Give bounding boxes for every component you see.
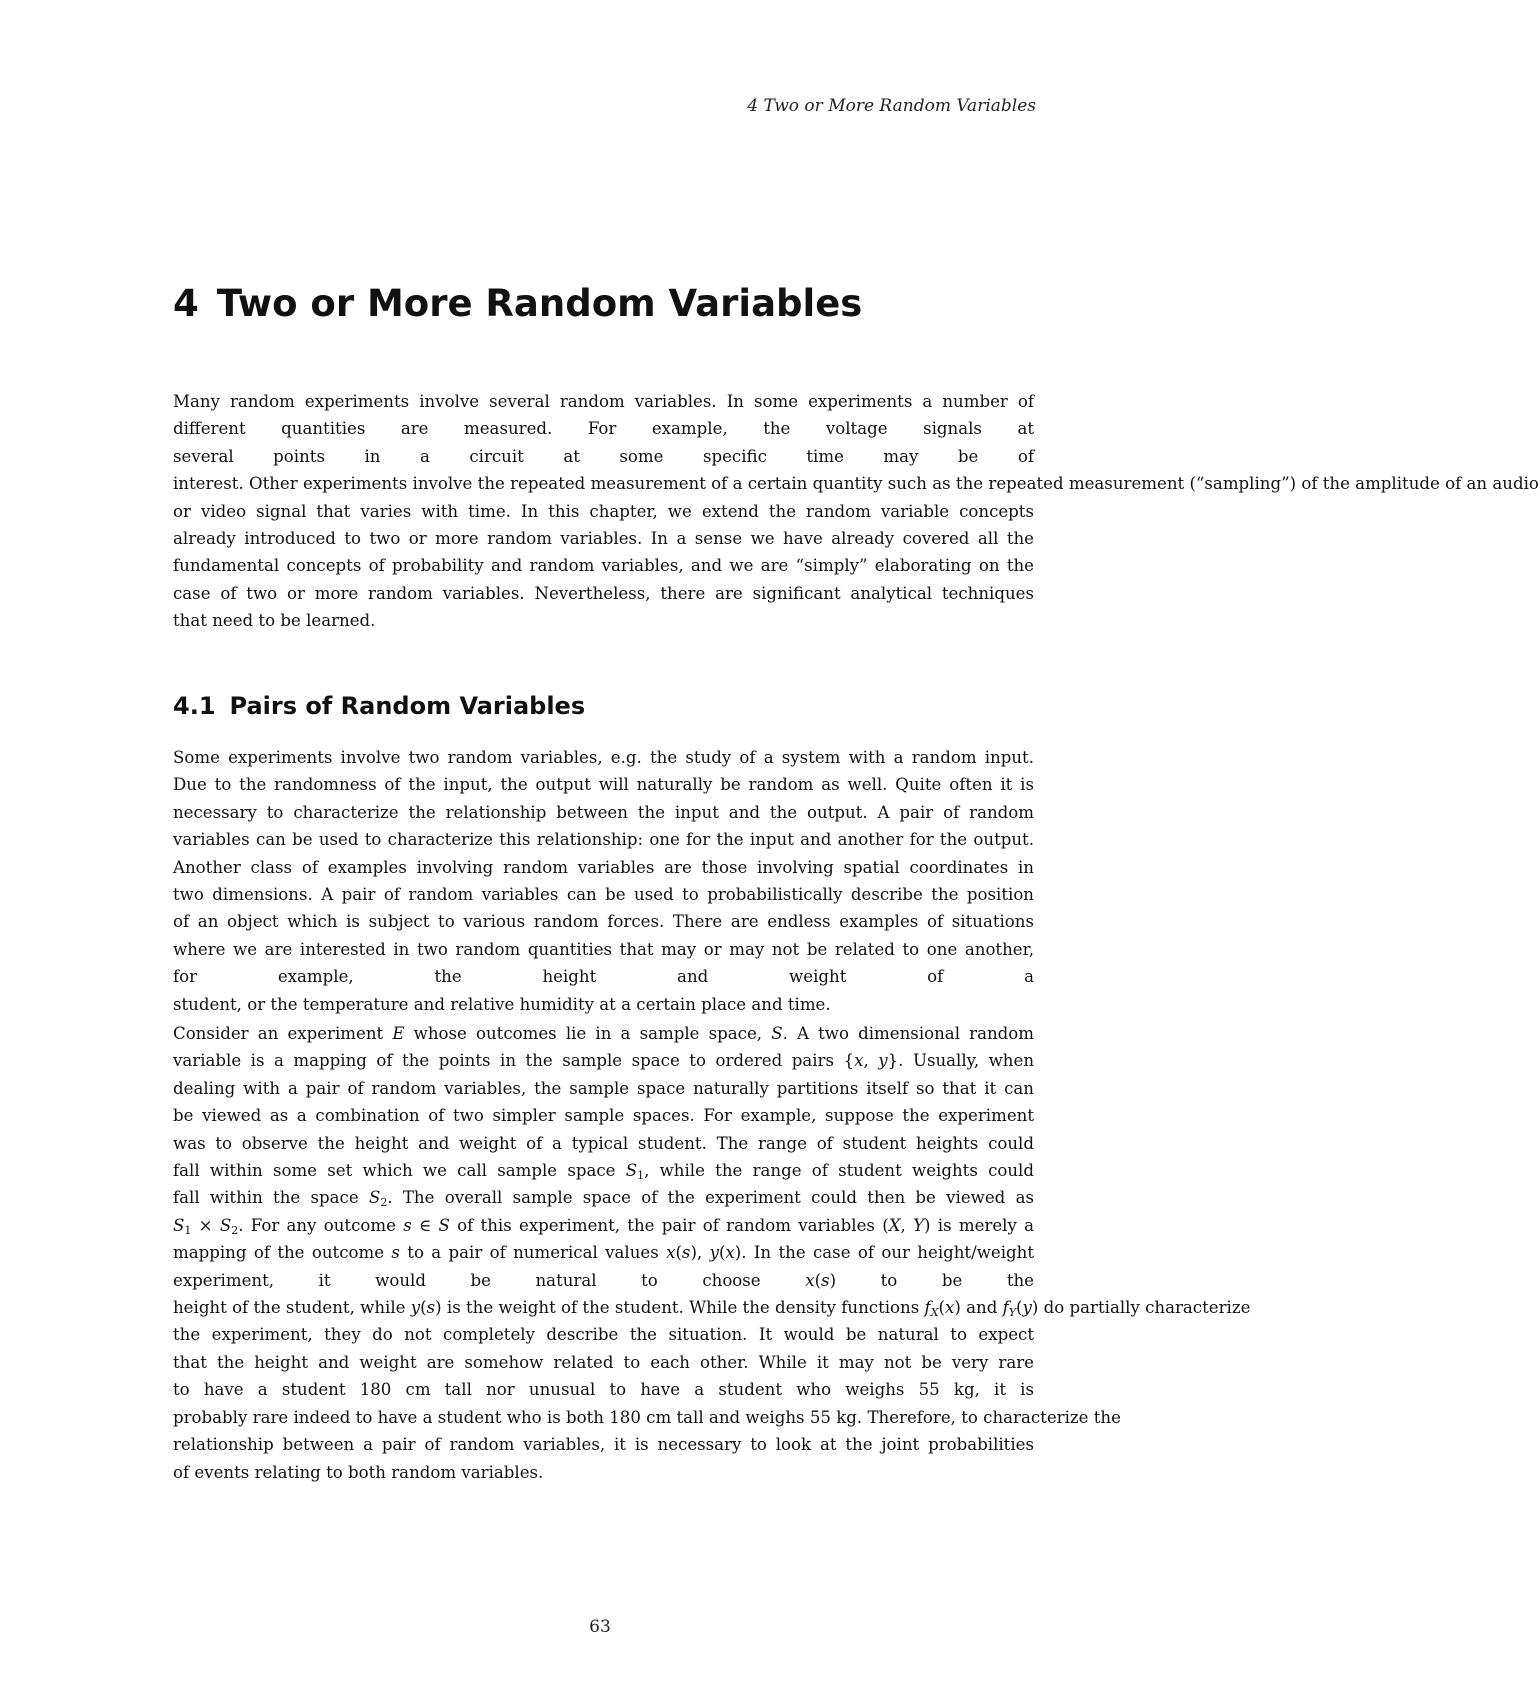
text-line: different quantities are measured. For example, the voltage signals at	[173, 419, 1034, 439]
text-line: where we are interested in two random quantities that may or may not be related to one another,	[173, 939, 1034, 959]
text-line: that need to be learned.	[173, 611, 376, 631]
text-line: relationship between a pair of random variables, it is necessary to look at the joint probabilities	[173, 1435, 1034, 1455]
text-line: Many random experiments involve several random variables. In some experiments a number of	[173, 392, 1034, 411]
text-line: variable is a mapping of the points in the sample space to ordered pairs {x, y}. Usually, when	[173, 1051, 1035, 1071]
text-line: fall within some set which we call sample space $S_1$, while the range of student weights could	[173, 1161, 1034, 1183]
text-line: Consider an experiment E whose outcomes lie in a sample space, S. A two dimensional random	[173, 1024, 1035, 1043]
text-line: mapping of the outcome s to a pair of numerical values x(s), y(x). In the case of our height/weight	[173, 1243, 1034, 1263]
section-paragraph-1	[173, 744, 1034, 1018]
text-line: two dimensions. A pair of random variables can be used to probabilistically describe the position	[173, 885, 1034, 905]
text-line: Due to the randomness of the input, the output will naturally be random as well. Quite often it is	[173, 775, 1034, 795]
text-line: student, or the temperature and relative humidity at a certain place and time.	[173, 994, 831, 1014]
text-line: $S_1 \times S_2$. For any outcome s ∈ S of this experiment, the pair of random variables (X, Y) is merely a	[173, 1215, 1034, 1237]
text-line: dealing with a pair of random variables, the sample space naturally partitions itself so that it can	[173, 1078, 1034, 1098]
section-title-text: Pairs of Random Variables	[229, 692, 586, 720]
section-paragraph-2	[173, 1020, 1251, 1486]
running-head: 4 Two or More Random Variables	[747, 96, 1036, 116]
section-title	[173, 692, 585, 720]
text-line: the experiment, they do not completely describe the situation. It would be natural to expect	[173, 1325, 1034, 1345]
text-line: experiment, it would be natural to choose x(s) to be the	[173, 1270, 1034, 1290]
section-number: 4.1	[173, 692, 216, 720]
text-line: for example, the height and weight of a	[173, 967, 1034, 987]
chapter-number: 4	[173, 282, 199, 325]
text-line: was to observe the height and weight of a typical student. The range of student heights could	[173, 1133, 1034, 1153]
text-line: variables can be used to characterize this relationship: one for the input and another for the output.	[173, 830, 1034, 850]
text-line: fundamental concepts of probability and random variables, and we are “simply” elaborating on the	[173, 556, 1034, 576]
text-line: of events relating to both random variables.	[173, 1462, 544, 1482]
text-line: necessary to characterize the relationship between the input and the output. A pair of random	[173, 802, 1034, 822]
chapter-title-text: Two or More Random Variables	[216, 282, 863, 325]
text-line: Another class of examples involving random variables are those involving spatial coordinates in	[173, 857, 1034, 877]
text-line: fall within the space $S_2$. The overall sample space of the experiment could then be viewed as	[173, 1188, 1034, 1210]
text-line: case of two or more random variables. Nevertheless, there are significant analytical techniques	[173, 583, 1034, 603]
text-line: Some experiments involve two random variables, e.g. the study of a system with a random input.	[173, 748, 1034, 767]
text-line: or video signal that varies with time. In this chapter, we extend the random variable concepts	[173, 501, 1034, 521]
text-line: several points in a circuit at some specific time may be of	[173, 446, 1034, 466]
text-line: already introduced to two or more random variables. In a sense we have already covered all the	[173, 529, 1034, 549]
text-line: height of the student, while y(s) is the weight of the student. While the density functions $f_X(x)$ and $f_Y(y)$ do partially characterize	[173, 1298, 1251, 1320]
text-line: of an object which is subject to various random forces. There are endless examples of situations	[173, 912, 1034, 932]
text-line: to have a student 180 cm tall nor unusual to have a student who weighs 55 kg, it is	[173, 1380, 1034, 1400]
text-line: interest. Other experiments involve the repeated measurement of a certain quantity such as the repeated measurement (“sampling”) of the amplitude of an audio	[173, 474, 1539, 494]
text-line: that the height and weight are somehow related to each other. While it may not be very rare	[173, 1352, 1034, 1372]
chapter-title	[173, 282, 862, 325]
text-line: probably rare indeed to have a student who is both 180 cm tall and weighs 55 kg. Therefore, to characterize the	[173, 1407, 1121, 1427]
page-number: 63	[589, 1617, 611, 1637]
text-line: be viewed as a combination of two simpler sample spaces. For example, suppose the experiment	[173, 1106, 1034, 1126]
intro-paragraph	[173, 388, 1539, 635]
